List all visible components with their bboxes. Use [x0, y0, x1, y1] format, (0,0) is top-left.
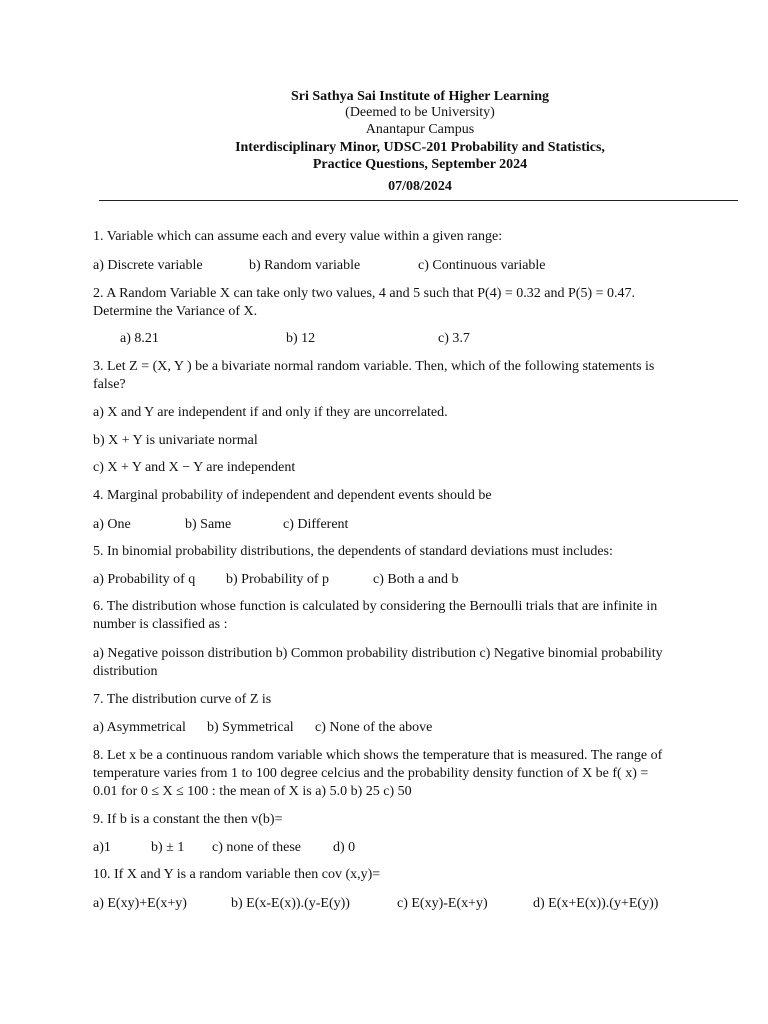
q2-option-a: a) 8.21 — [120, 331, 159, 346]
question-10: 10. If X and Y is a random variable then cov (x,y)= — [93, 867, 381, 882]
paper-date: 07/08/2024 — [388, 179, 452, 194]
q1-option-a: a) Discrete variable — [93, 258, 203, 273]
q7-option-c: c) None of the above — [315, 720, 433, 735]
university-status: (Deemed to be University) — [345, 105, 495, 120]
question-2: 2. A Random Variable X can take only two values, 4 and 5 such that P(4) = 0.32 and P(5) = 0.47. Determine the Variance of X. — [93, 286, 636, 319]
question-5: 5. In binomial probability distributions, the dependents of standard deviations must includes: — [93, 544, 613, 559]
q9-option-d: d) 0 — [333, 840, 356, 855]
q3-option-c: c) X + Y and X − Y are independent — [93, 460, 296, 475]
question-6: 6. The distribution whose function is calculated by considering the Bernoulli trials that are infinite in number is classified as : — [93, 599, 658, 632]
q4-option-c: c) Different — [283, 517, 349, 532]
q3-option-b: b) X + Y is univariate normal — [93, 433, 258, 448]
question-4: 4. Marginal probability of independent and dependent events should be — [93, 488, 492, 503]
question-3: 3. Let Z = (X, Y ) be a bivariate normal random variable. Then, which of the following statements is false? — [93, 359, 655, 392]
q7-option-b: b) Symmetrical — [207, 720, 294, 735]
q9-option-a: a)1 — [93, 840, 111, 855]
course-title: Interdisciplinary Minor, UDSC-201 Probability and Statistics, — [235, 140, 605, 155]
q5-option-b: b) Probability of p — [226, 572, 330, 587]
q10-option-a: a) E(xy)+E(x+y) — [93, 896, 187, 911]
q10-option-b: b) E(x-E(x)).(y-E(y)) — [231, 896, 350, 911]
q5-option-c: c) Both a and b — [373, 572, 459, 587]
question-9: 9. If b is a constant the then v(b)= — [93, 812, 283, 827]
question-1: 1. Variable which can assume each and every value within a given range: — [93, 229, 503, 244]
q9-option-c: c) none of these — [212, 840, 302, 855]
q10-option-d: d) E(x+E(x)).(y+E(y)) — [533, 896, 659, 911]
q1-option-c: c) Continuous variable — [418, 258, 546, 273]
campus-name: Anantapur Campus — [365, 122, 475, 137]
q3-option-a: a) X and Y are independent if and only if they are uncorrelated. — [93, 405, 448, 420]
q6-options: a) Negative poisson distribution b) Common probability distribution c) Negative binomial probability distribution — [93, 646, 663, 679]
institute-name: Sri Sathya Sai Institute of Higher Learning — [291, 89, 549, 104]
q1-option-b: b) Random variable — [249, 258, 361, 273]
q10-option-c: c) E(xy)-E(x+y) — [397, 896, 488, 911]
question-8: 8. Let x be a continuous random variable which shows the temperature that is measured. The range of temperature varies from 1 to 100 degree celcius and the probability density function of X be f( x) = 0.01 for 0 ≤ X ≤ 100 : the mean of X is a) 5.0 b) 25 c) 50 — [93, 748, 663, 799]
q9-option-b: b) ± 1 — [151, 840, 185, 855]
q2-option-c: c) 3.7 — [438, 331, 470, 346]
q7-option-a: a) Asymmetrical — [93, 720, 186, 735]
question-7: 7. The distribution curve of Z is — [93, 692, 272, 707]
header-divider — [99, 200, 738, 201]
q4-option-b: b) Same — [185, 517, 232, 532]
q2-option-b: b) 12 — [286, 331, 316, 346]
q5-option-a: a) Probability of q — [93, 572, 196, 587]
paper-subtitle: Practice Questions, September 2024 — [312, 157, 528, 172]
q4-option-a: a) One — [93, 517, 131, 532]
